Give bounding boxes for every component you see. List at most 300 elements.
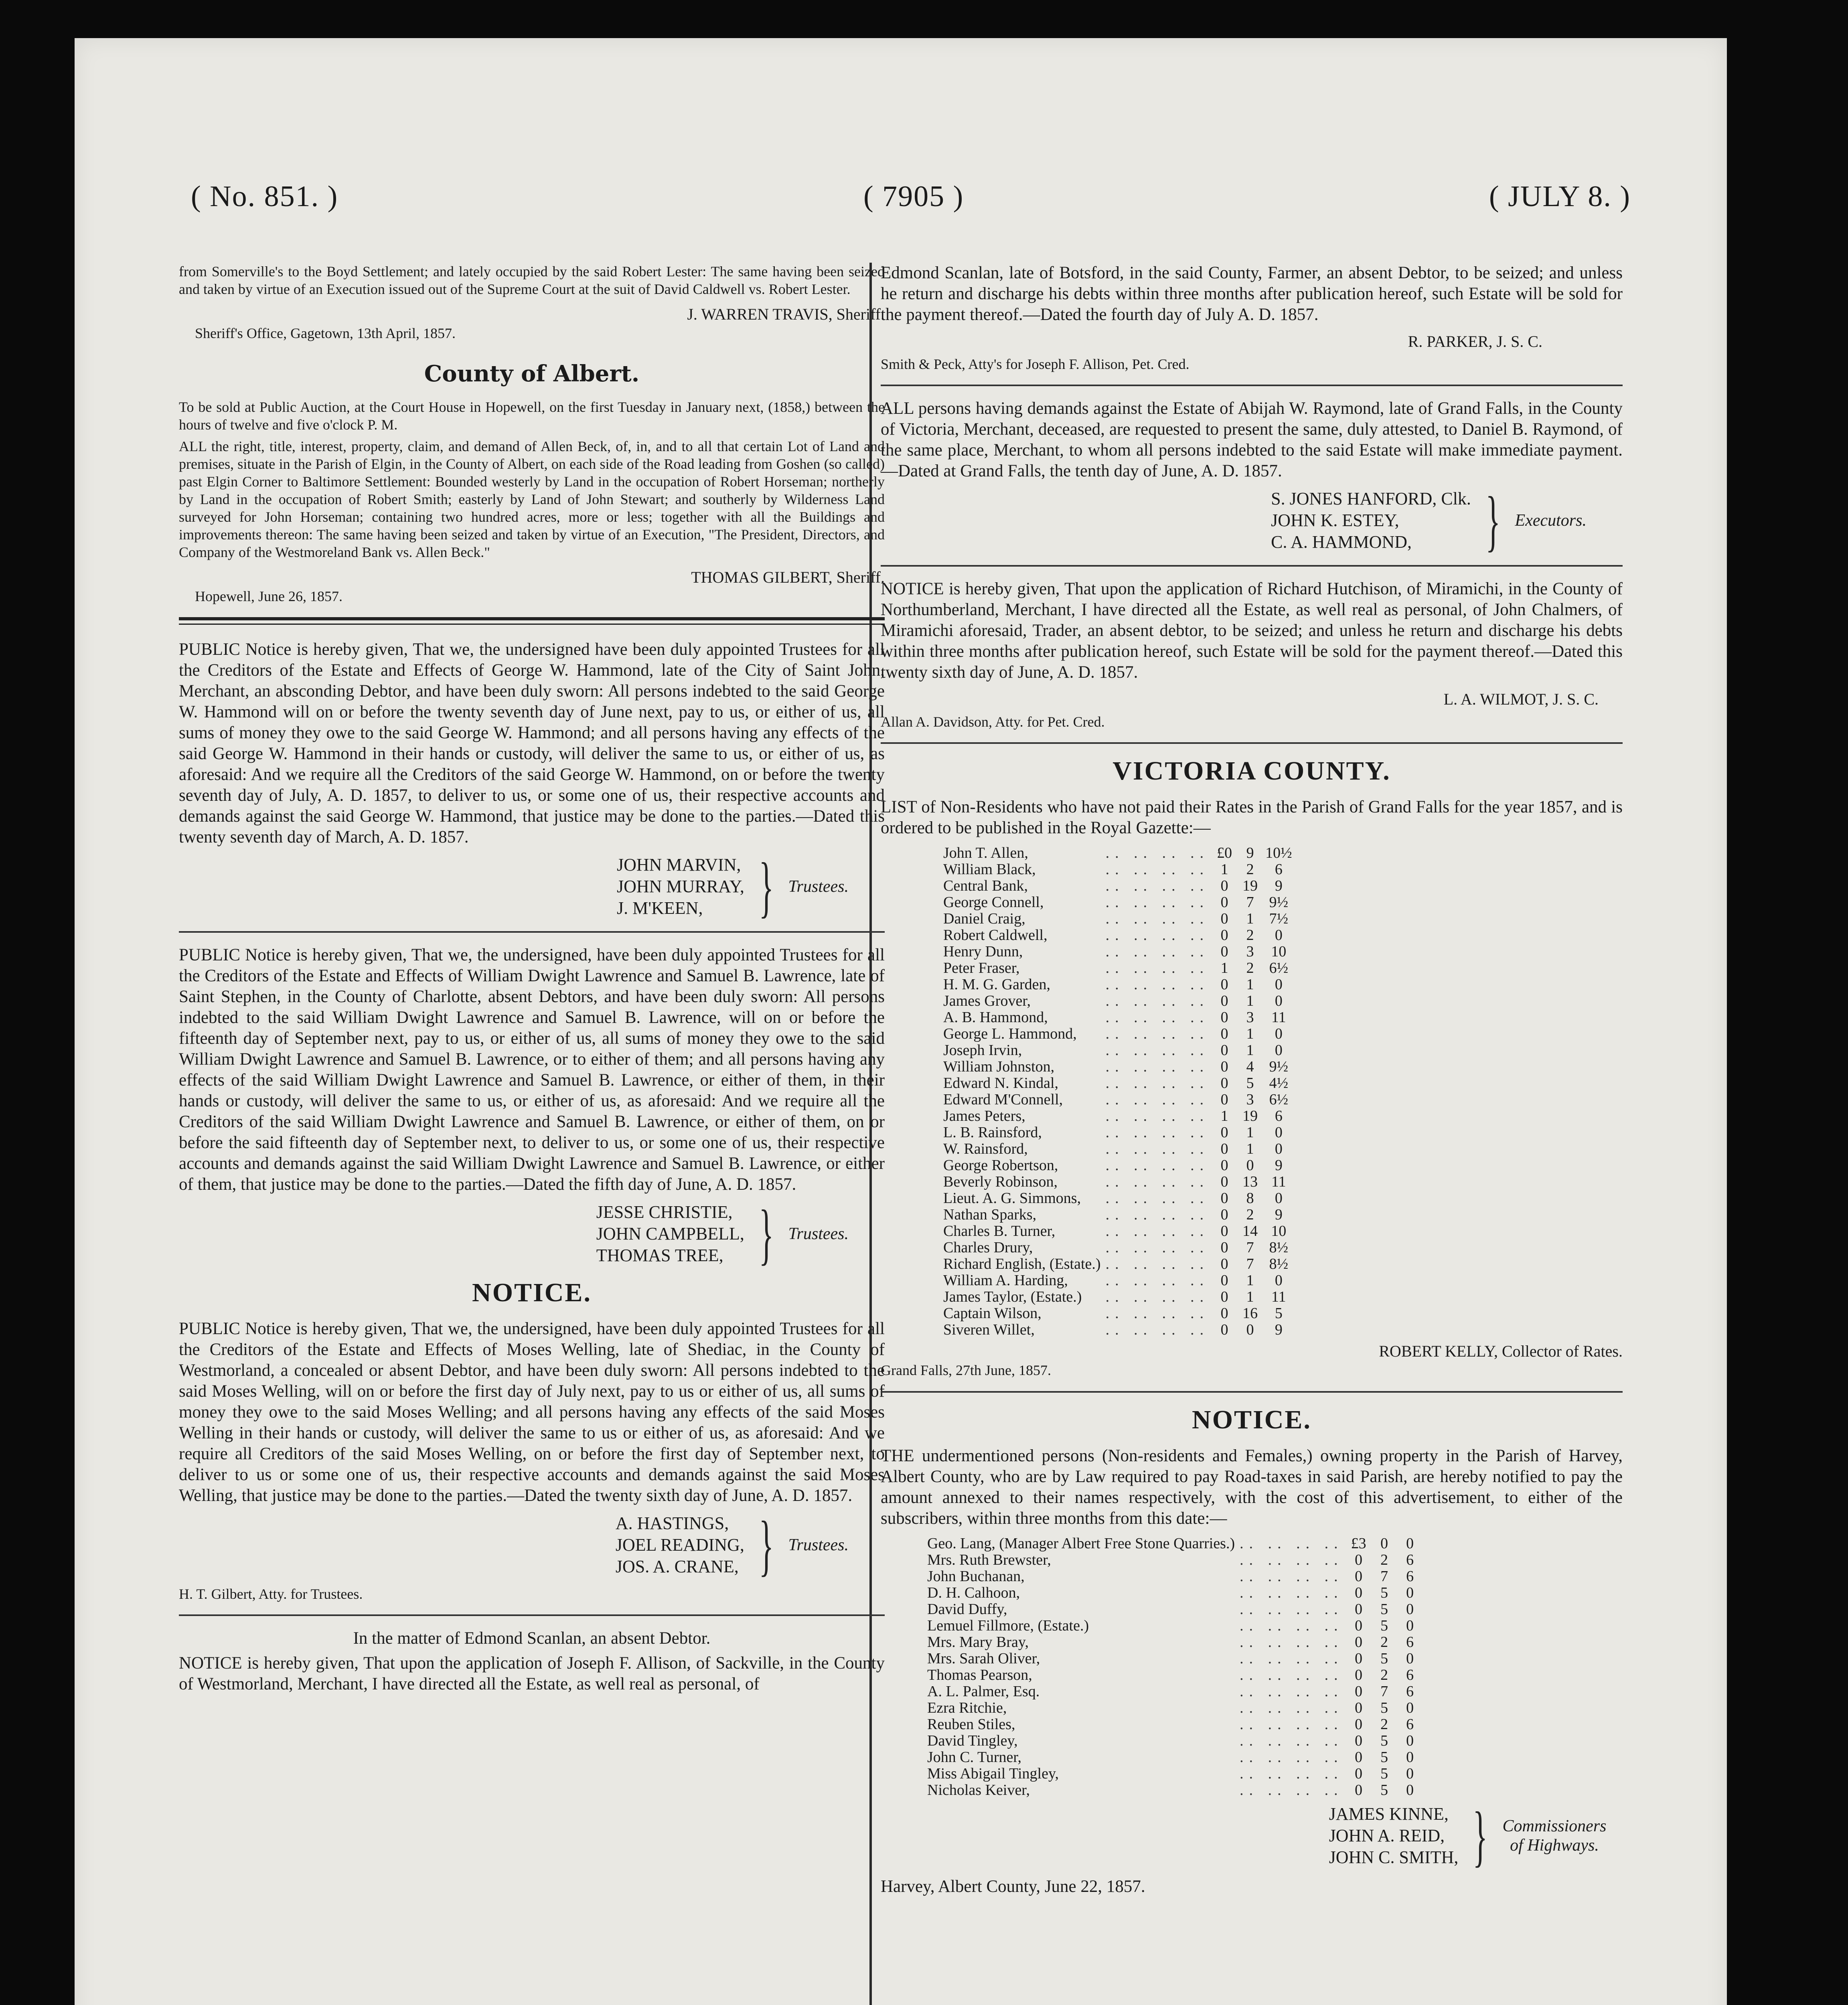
amount-pounds: 0 [1355,1749,1363,1766]
ratepayer-name: Charles B. Turner, [943,1223,1056,1239]
table-row [925,1766,1423,1782]
left-column [179,263,885,1701]
amount-pounds: 0 [1220,1157,1228,1174]
ratepayer-name: George Connell, [943,894,1044,911]
amount-pence: 0 [1406,1732,1414,1749]
harvey-road-tax-table [925,1535,1423,1798]
ratepayer-name: William Johnston, [943,1058,1055,1075]
amount-shillings: 3 [1246,943,1254,960]
amount-shillings: 0 [1380,1535,1388,1552]
amount-pounds: 0 [1220,1288,1228,1305]
amount-pounds: 0 [1220,1009,1228,1026]
amount-pence: 0 [1406,1749,1414,1766]
amount-pounds: 0 [1355,1683,1363,1700]
table-row [941,927,1295,944]
amount-pounds: 0 [1355,1667,1363,1683]
ratepayer-name: William Black, [943,861,1036,878]
amount-pounds: 0 [1220,910,1228,927]
leader-dots: .. .. .. .. [1105,1272,1210,1289]
amount-pence: 0 [1406,1535,1414,1552]
victoria-collector-signature: ROBERT KELLY, Collector of Rates. [1379,1342,1623,1360]
amount-shillings: 2 [1246,960,1254,976]
ratepayer-name: Mrs. Ruth Brewster, [927,1551,1051,1568]
amount-pence: 0 [1406,1650,1414,1667]
lawrence-notice-body: PUBLIC Notice is hereby given, That we, the undersigned, have been duly appointed Trustees for all the Creditors of the Estate and Effects of William Dwight Lawrence and Samuel B. Lawrence, late of Saint Stephen, in the County of Charlotte, absent Debtors, and have been duly sworn: All persons indebted to the said William Dwight Lawrence and Samuel B. Lawrence, will on or before the fifteenth day of September next, pay to us, or either of us, all sums of money they owe to the said William Dwight Lawrence and Samuel B. Lawrence, or to either of them; and all persons having any effects of the said William Dwight Lawrence and Samuel B. Lawrence, or either of them, in their hands or custody, will deliver the same to us, or either of us, as aforesaid: And we require all the Creditors of the said William Dwight Lawrence and Samuel B. Lawrence, or either of them, on or before the said fifteenth day of September next, to deliver to us, or some one of us, their respective accounts and demands against the said William Dwight Lawrence and Samuel B. Lawrence, or either of them, that justice may be done to the parties.—Dated the fifth day of June, A. D. 1857. [179,946,885,1194]
amount-pence: 9 [1275,1321,1283,1338]
table-row [941,944,1295,960]
continued-notice-office: Sheriff's Office, Gagetown, 13th April, 1857. [195,325,456,341]
leader-dots: .. .. .. .. [1240,1749,1343,1766]
leader-dots: .. .. .. .. [1105,943,1210,960]
amount-shillings: 2 [1246,1206,1254,1223]
albert-auction-intro: To be sold at Public Auction, at the Court House in Hopewell, on the first Tuesday in January next, (1858,) between the hours of twelve and five o'clock P. M. [179,399,885,433]
section-rule [881,1391,1623,1393]
ratepayer-name: Edward N. Kindal, [943,1075,1059,1092]
trustee-name: JOHN MURRAY, [616,877,744,896]
amount-shillings: 0 [1246,1157,1254,1174]
welling-notice-body: PUBLIC Notice is hereby given, That we, the undersigned, have been duly appointed Trustees for all the Creditors of the Estate and Effects of Moses Welling, late of Shediac, in the County of Westmorland, a concealed or absent Debtor, and have been duly sworn: All persons indebted to the said Moses Welling, will on or before the first day of July next, pay to us or either of us, all sums of money they owe to the said Moses Welling; and all persons having any effects of the said Moses Welling in their hands or custody, will deliver the same to us or either of us, as aforesaid: And we require all Creditors of the said Moses Welling, on or before the first day of September next, to deliver to us or some one of us, their respective accounts and demands against the said Moses Welling, that justice may be done to the parties.—Dated the twenty sixth day of June, A. D. 1857. [179,1319,885,1505]
ratepayer-name: Nicholas Keiver, [927,1782,1030,1798]
amount-shillings: 2 [1380,1716,1388,1733]
welling-attorney: H. T. Gilbert, Atty. for Trustees. [179,1586,363,1602]
section-rule [179,617,885,625]
commissioner-name: JOHN A. REID, [1329,1826,1445,1845]
amount-pence: 6 [1406,1667,1414,1683]
leader-dots: .. .. .. .. [1105,910,1210,927]
leader-dots: .. .. .. .. [1240,1699,1343,1716]
commissioner-name: JOHN C. SMITH, [1329,1847,1459,1867]
ratepayer-name: Reuben Stiles, [927,1716,1015,1733]
ratepayer-name: A. L. Palmer, Esq. [927,1683,1040,1700]
leader-dots: .. .. .. .. [1240,1732,1343,1749]
ratepayer-name: L. B. Rainsford, [943,1124,1042,1141]
amount-pence: 0 [1275,1042,1283,1059]
table-row [941,1026,1295,1042]
amount-shillings: 7 [1246,1256,1254,1272]
ratepayer-name: Charles Drury, [943,1239,1033,1256]
ratepayer-name: A. B. Hammond, [943,1009,1048,1026]
chalmers-attorney: Allan A. Davidson, Atty. for Pet. Cred. [881,714,1105,730]
brace-icon: } [759,849,774,924]
leader-dots: .. .. .. .. [1105,845,1210,861]
ratepayer-name: Joseph Irvin, [943,1042,1022,1059]
table-row [925,1552,1423,1568]
amount-shillings: 5 [1380,1749,1388,1766]
amount-pence: 6 [1275,861,1283,878]
table-row [941,1322,1295,1338]
trustees-role: Trustees. [788,1225,849,1243]
leader-dots: .. .. .. .. [1105,894,1210,911]
amount-pence: 0 [1406,1699,1414,1716]
amount-shillings: 1 [1246,976,1254,993]
scanlan-notice-body: NOTICE is hereby given, That upon the application of Joseph F. Allison, of Sackville, in the County of Westmorland, Merchant, I have directed all the Estate, as well real as personal, of [179,1654,885,1693]
amount-pence: 8½ [1269,1239,1289,1256]
brace-icon: } [759,1196,774,1272]
amount-shillings: 8 [1246,1190,1254,1207]
leader-dots: .. .. .. .. [1105,1321,1210,1338]
ratepayer-name: Thomas Pearson, [927,1667,1032,1683]
amount-pence: 6½ [1269,1091,1289,1108]
hammond-notice-body: PUBLIC Notice is hereby given, That we, the undersigned have been duly appointed Trustees for all the Creditors of the Estate and Effects of George W. Hammond, late of the City of Saint John, Merchant, an absconding Debtor, and have been duly sworn: All persons indebted to the said George W. Hammond will on or before the twenty seventh day of June next, pay to us, or either of us, all sums of money they owe to the said George W. Hammond; and all persons having any effects of the said George W. Hammond in their hands or custody, will deliver the same to us, or either of us, as aforesaid: And we require all the Creditors of the said George W. Hammond, on or before the twenty seventh day of July, A. D. 1857, to deliver to us, or some one of us, their respective accounts and demands against the said George W. Hammond, that justice may be done to the parties.—Dated this twenty seventh day of March, A. D. 1857. [179,640,885,847]
ratepayer-name: Ezra Ritchie, [927,1699,1007,1716]
ratepayer-name: Richard English, (Estate.) [943,1256,1101,1272]
table-row [925,1667,1423,1683]
amount-shillings: 1 [1246,1025,1254,1042]
table-row [941,1174,1295,1190]
leader-dots: .. .. .. .. [1105,992,1210,1009]
amount-pence: 11 [1271,1009,1286,1026]
scanlan-judge-signature: R. PARKER, J. S. C. [1408,332,1542,350]
ratepayer-name: H. M. G. Garden, [943,976,1051,993]
table-row [941,1305,1295,1322]
ratepayer-name: John Buchanan, [927,1568,1025,1585]
amount-shillings: 5 [1380,1732,1388,1749]
trustee-name: J. M'KEEN, [616,898,703,918]
amount-pence: 9 [1275,1157,1283,1174]
amount-shillings: 1 [1246,1124,1254,1141]
executor-name: C. A. HAMMOND, [1271,532,1412,552]
amount-pence: 5 [1275,1305,1283,1322]
table-row [925,1568,1423,1585]
victoria-intro: LIST of Non-Residents who have not paid their Rates in the Parish of Grand Falls for the year 1857, and is ordered to be published in the Royal Gazette:— [881,798,1623,837]
commissioner-name: JAMES KINNE, [1329,1804,1449,1824]
amount-pence: 9½ [1269,1058,1289,1075]
table-row [941,878,1295,894]
table-row [925,1683,1423,1700]
leader-dots: .. .. .. .. [1240,1765,1343,1782]
amount-shillings: 5 [1380,1617,1388,1634]
table-row [941,1009,1295,1026]
leader-dots: .. .. .. .. [1105,1239,1210,1256]
amount-pence: 0 [1275,1272,1283,1289]
victoria-place-date: Grand Falls, 27th June, 1857. [881,1362,1051,1378]
trustee-name: A. HASTINGS, [615,1513,729,1533]
table-row [925,1634,1423,1651]
ratepayer-name: James Grover, [943,992,1031,1009]
amount-shillings: 1 [1246,992,1254,1009]
trustee-name: JOEL READING, [615,1535,744,1555]
amount-pence: 4½ [1269,1075,1289,1092]
amount-pence: 0 [1275,976,1283,993]
amount-pounds: 0 [1220,1042,1228,1059]
ratepayer-name: W. Rainsford, [943,1140,1028,1157]
ratepayer-name: Lemuel Fillmore, (Estate.) [927,1617,1089,1634]
table-row [941,1092,1295,1108]
leader-dots: .. .. .. .. [1240,1551,1343,1568]
albert-auction-body: ALL the right, title, interest, property, claim, and demand of Allen Beck, of, in, and to all that certain Lot of Land and premises, situate in the Parish of Elgin, in the County of Albert, on each side of the Road leading from Goshen (so called) past Elgin Corner to Baltimore Settlement: Bounded westerly by Land in the occupation of Robert Horseman; northerly by Land in the occupation of Robert Smith; easterly by Land of John Stewart; and southerly by Wilderness Land surveyed for John Horseman; containing two hundred acres, more or less; together with all the Buildings and improvements thereon: The same having been seized and taken by virtue of an Execution, "The President, Directors, and Company of the Westmoreland Bank vs. Allen Beck." [179,438,885,560]
leader-dots: .. .. .. .. [1240,1683,1343,1700]
leader-dots: .. .. .. .. [1105,1075,1210,1092]
amount-pounds: 0 [1220,1206,1228,1223]
table-row [941,845,1295,861]
table-row [941,1157,1295,1174]
raymond-notice-body: ALL persons having demands against the Estate of Abijah W. Raymond, late of Grand Falls, in the County of Victoria, Merchant, deceased, are requested to present the same, duly attested, to Daniel B. Raymond, of the same place, Merchant, to whom all persons indebted to the said Estate will make immediate payment.—Dated at Grand Falls, the tenth day of June, A. D. 1857. [881,399,1623,480]
amount-shillings: 2 [1380,1667,1388,1683]
amount-pence: 0 [1406,1617,1414,1634]
table-row [941,861,1295,878]
leader-dots: .. .. .. .. [1240,1601,1343,1618]
leader-dots: .. .. .. .. [1105,861,1210,878]
table-row [941,1059,1295,1075]
amount-pounds: 0 [1220,894,1228,911]
table-row [941,1124,1295,1141]
amount-shillings: 1 [1246,1140,1254,1157]
amount-pence: 0 [1275,1190,1283,1207]
amount-pence: 10 [1271,943,1287,960]
ratepayer-name: Daniel Craig, [943,910,1025,927]
amount-shillings: 5 [1246,1075,1254,1092]
leader-dots: .. .. .. .. [1240,1584,1343,1601]
ratepayer-name: Mrs. Sarah Oliver, [927,1650,1040,1667]
amount-pounds: 0 [1220,1272,1228,1289]
amount-pence: 10 [1271,1223,1287,1239]
amount-shillings: 3 [1246,1091,1254,1108]
amount-pounds: 0 [1355,1782,1363,1798]
issue-number: ( No. 851. ) [191,180,338,213]
leader-dots: .. .. .. .. [1105,877,1210,894]
leader-dots: .. .. .. .. [1105,1108,1210,1124]
ratepayer-name: Miss Abigail Tingley, [927,1765,1059,1782]
table-row [925,1585,1423,1601]
table-row [925,1700,1423,1716]
leader-dots: .. .. .. .. [1105,1157,1210,1174]
leader-dots: .. .. .. .. [1240,1535,1343,1552]
brace-icon: } [759,1507,774,1583]
amount-pence: 6 [1406,1568,1414,1585]
lawrence-trustees [179,1196,849,1272]
table-row [941,911,1295,927]
leader-dots: .. .. .. .. [1105,1140,1210,1157]
amount-pounds: 0 [1220,1091,1228,1108]
table-row [925,1749,1423,1766]
albert-notice-place-date: Hopewell, June 26, 1857. [195,588,342,604]
table-row [925,1733,1423,1749]
leader-dots: .. .. .. .. [1105,1190,1210,1207]
albert-sheriff-signature: THOMAS GILBERT, Sheriff. [691,568,885,586]
amount-shillings: 19 [1242,1108,1258,1124]
table-row [941,1108,1295,1124]
amount-pounds: 0 [1220,1058,1228,1075]
table-row [941,1042,1295,1059]
hammond-trustees [179,849,849,924]
ratepayer-name: William A. Harding, [943,1272,1068,1289]
amount-shillings: 3 [1246,1009,1254,1026]
ratepayer-name: Mrs. Mary Bray, [927,1634,1029,1651]
leader-dots: .. .. .. .. [1105,1042,1210,1059]
leader-dots: .. .. .. .. [1105,1288,1210,1305]
amount-pounds: 1 [1220,960,1228,976]
amount-shillings: 14 [1242,1223,1258,1239]
amount-shillings: 13 [1242,1173,1258,1190]
amount-pounds: 0 [1355,1584,1363,1601]
leader-dots: .. .. .. .. [1105,976,1210,993]
ratepayer-name: John T. Allen, [943,845,1028,861]
table-row [941,1272,1295,1289]
ratepayer-name: George L. Hammond, [943,1025,1077,1042]
leader-dots: .. .. .. .. [1105,1124,1210,1141]
amount-pounds: 0 [1220,1256,1228,1272]
amount-shillings: 2 [1246,927,1254,944]
amount-pence: 9 [1275,1206,1283,1223]
amount-shillings: 2 [1380,1551,1388,1568]
amount-pence: 6½ [1269,960,1289,976]
chalmers-judge-signature: L. A. WILMOT, J. S. C. [1443,690,1599,708]
leader-dots: .. .. .. .. [1240,1568,1343,1585]
table-row [925,1618,1423,1634]
amount-pounds: 0 [1220,1173,1228,1190]
trustee-name: JESSE CHRISTIE, [596,1202,733,1222]
amount-pounds: 0 [1220,1025,1228,1042]
amount-pounds: 0 [1220,1321,1228,1338]
amount-shillings: 5 [1380,1584,1388,1601]
leader-dots: .. .. .. .. [1105,1091,1210,1108]
executors-role: Executors. [1515,511,1587,530]
table-row [941,1256,1295,1272]
amount-pence: 11 [1271,1288,1286,1305]
amount-pounds: 0 [1355,1765,1363,1782]
amount-shillings: 2 [1380,1634,1388,1651]
trustee-name: JOHN CAMPBELL, [596,1224,744,1244]
ratepayer-name: Henry Dunn, [943,943,1023,960]
chalmers-notice-body: NOTICE is hereby given, That upon the application of Richard Hutchison, of Miramichi, in the County of Northumberland, Merchant, I have directed all the Estate, as well real as personal, of John Chalmers, of Miramichi aforesaid, Trader, an absent debtor, to be seized; and unless he return and discharge his debts within three months after publication hereof, such Estate will be sold for the payment thereof.—Dated this twenty sixth day of June, A. D. 1857. [881,579,1623,682]
table-row [941,1289,1295,1305]
ratepayer-name: D. H. Calhoon, [927,1584,1020,1601]
ratepayer-name: David Duffy, [927,1601,1007,1618]
leader-dots: .. .. .. .. [1240,1634,1343,1651]
amount-pence: 0 [1275,1124,1283,1141]
amount-pence: 7½ [1269,910,1289,927]
gazette-page [75,38,1727,2005]
amount-pounds: 1 [1220,1108,1228,1124]
table-row [941,1141,1295,1157]
table-row [925,1651,1423,1667]
leader-dots: .. .. .. .. [1240,1782,1343,1798]
table-row [941,1190,1295,1207]
amount-pence: 0 [1406,1584,1414,1601]
trustees-role: Trustees. [788,877,849,896]
amount-shillings: 1 [1246,1272,1254,1289]
leader-dots: .. .. .. .. [1240,1716,1343,1733]
amount-pounds: 0 [1220,1239,1228,1256]
trustee-name: JOS. A. CRANE, [615,1557,739,1576]
amount-pence: 0 [1275,992,1283,1009]
ratepayer-name: Nathan Sparks, [943,1206,1037,1223]
table-row [941,993,1295,1009]
amount-pounds: 0 [1220,1223,1228,1239]
amount-shillings: 0 [1246,1321,1254,1338]
right-column [881,263,1623,1897]
amount-pounds: 0 [1220,1190,1228,1207]
table-row [941,1207,1295,1223]
harvey-intro: THE undermentioned persons (Non-residents and Females,) owning property in the Parish of Harvey, Albert County, who are by Law required to pay Road-taxes in said Parish, are hereby notified to pay the amount annexed to their names respectively, with the cost of this advertisement, to either of the subscribers, within three months from this date:— [881,1446,1623,1528]
leader-dots: .. .. .. .. [1105,1305,1210,1322]
ratepayer-name: Robert Caldwell, [943,927,1048,944]
amount-shillings: 5 [1380,1601,1388,1618]
section-rule [179,1614,885,1616]
amount-pounds: 0 [1355,1617,1363,1634]
amount-shillings: 7 [1380,1683,1388,1700]
ratepayer-name: Peter Fraser, [943,960,1020,976]
amount-pence: 10½ [1265,845,1292,861]
amount-pounds: 0 [1355,1716,1363,1733]
amount-pounds: 0 [1355,1551,1363,1568]
ratepayer-name: Edward M'Connell, [943,1091,1063,1108]
amount-pounds: 0 [1355,1699,1363,1716]
harvey-commissioners [881,1798,1607,1873]
ratepayer-name: George Robertson, [943,1157,1058,1174]
amount-shillings: 19 [1242,877,1258,894]
ratepayer-name: Beverly Robinson, [943,1173,1058,1190]
issue-date: ( JULY 8. ) [1489,180,1631,213]
amount-pounds: 0 [1220,1075,1228,1092]
trustees-role: Trustees. [788,1536,849,1554]
harvey-place-date: Harvey, Albert County, June 22, 1857. [881,1877,1145,1896]
amount-pounds: £3 [1351,1535,1366,1552]
section-rule [881,385,1623,386]
commissioners-role: Commissioners of Highways. [1502,1817,1607,1855]
ratepayer-name: Lieut. A. G. Simmons, [943,1190,1081,1207]
amount-pence: 0 [1275,1025,1283,1042]
amount-shillings: 1 [1246,910,1254,927]
section-rule [179,931,885,933]
brace-icon: } [1473,1798,1488,1873]
ratepayer-name: Geo. Lang, (Manager Albert Free Stone Quarries.) [927,1535,1235,1552]
amount-pence: 9½ [1269,894,1289,911]
amount-pounds: 0 [1220,927,1228,944]
amount-pounds: 0 [1355,1601,1363,1618]
trustee-name: JOHN MARVIN, [616,855,741,875]
ratepayer-name: David Tingley, [927,1732,1018,1749]
leader-dots: .. .. .. .. [1240,1667,1343,1683]
leader-dots: .. .. .. .. [1105,1223,1210,1239]
section-rule [881,565,1623,567]
amount-pence: 6 [1406,1683,1414,1700]
amount-shillings: 1 [1246,1288,1254,1305]
leader-dots: .. .. .. .. [1105,1206,1210,1223]
scanlan-attorney: Smith & Peck, Atty's for Joseph F. Allison, Pet. Cred. [881,356,1189,372]
welling-trustees [179,1507,849,1583]
table-row [941,960,1295,976]
ratepayer-name: Siveren Willet, [943,1321,1035,1338]
table-row [925,1601,1423,1618]
continued-notice-signature: J. WARREN TRAVIS, Sheriff. [687,305,885,323]
leader-dots: .. .. .. .. [1105,1058,1210,1075]
page-number: ( 7905 ) [863,180,964,213]
amount-shillings: 5 [1380,1699,1388,1716]
ratepayer-name: Central Bank, [943,877,1028,894]
ratepayer-name: James Taylor, (Estate.) [943,1288,1082,1305]
executor-name: JOHN K. ESTEY, [1271,510,1399,530]
amount-pounds: 0 [1355,1634,1363,1651]
amount-pence: 0 [1406,1765,1414,1782]
amount-pence: 6 [1406,1634,1414,1651]
amount-pounds: 0 [1220,1140,1228,1157]
victoria-county-title: VICTORIA COUNTY. [1112,756,1391,786]
leader-dots: .. .. .. .. [1105,927,1210,944]
table-row [925,1782,1423,1798]
amount-pence: 6 [1406,1551,1414,1568]
ratepayer-name: James Peters, [943,1108,1025,1124]
albert-county-title: County of Albert. [424,360,640,387]
leader-dots: .. .. .. .. [1105,1009,1210,1026]
amount-shillings: 16 [1242,1305,1258,1322]
ratepayer-name: Captain Wilson, [943,1305,1042,1322]
victoria-rates-table [941,845,1295,1338]
amount-pence: 0 [1406,1782,1414,1798]
amount-pounds: 0 [1355,1732,1363,1749]
leader-dots: .. .. .. .. [1105,960,1210,976]
amount-shillings: 1 [1246,1042,1254,1059]
